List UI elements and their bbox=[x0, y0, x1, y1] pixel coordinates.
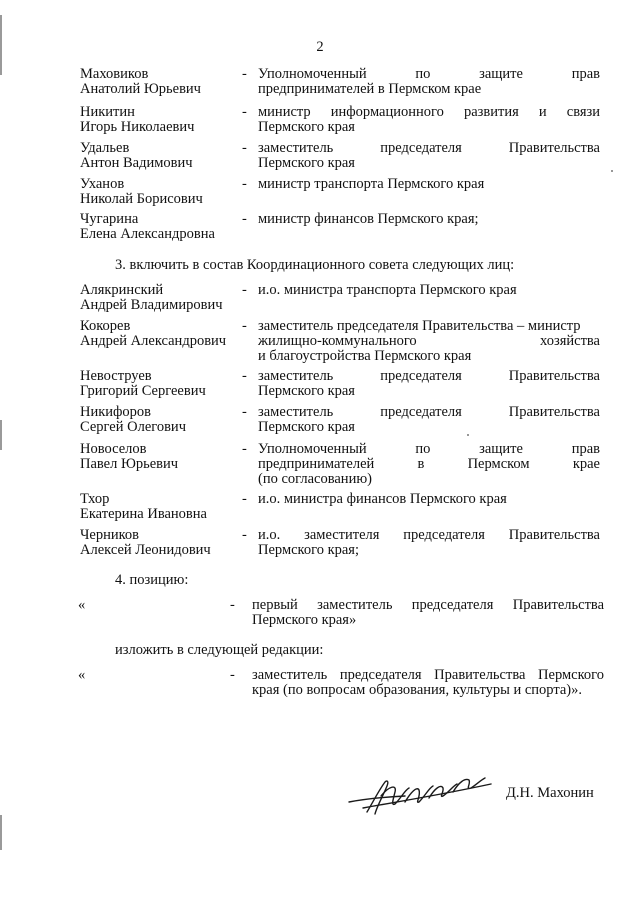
scan-speck bbox=[467, 434, 469, 436]
dash: - bbox=[242, 441, 247, 457]
given-name: Екатерина Ивановна bbox=[80, 506, 207, 522]
dash: - bbox=[242, 527, 247, 543]
surname: Удальев bbox=[80, 140, 130, 156]
dash: - bbox=[242, 176, 247, 192]
given-name: Григорий Сергеевич bbox=[80, 383, 206, 399]
dash: - bbox=[242, 368, 247, 384]
role-line: Пермского края bbox=[258, 119, 355, 135]
dash: - bbox=[242, 140, 247, 156]
role-line: заместитель председателя Правительства – министр bbox=[258, 318, 581, 334]
scan-margin-mark bbox=[0, 815, 2, 850]
dash: - bbox=[242, 282, 247, 298]
page-number: 2 bbox=[316, 39, 324, 55]
role-line: Уполномоченный по защите прав bbox=[258, 66, 600, 82]
role-line: предпринимателей в Пермском крае bbox=[258, 456, 600, 472]
role-line: заместитель председателя Правительства bbox=[258, 140, 600, 156]
role-line: (по согласованию) bbox=[258, 471, 372, 487]
surname: Тхор bbox=[80, 491, 110, 507]
dash: - bbox=[230, 597, 235, 613]
surname: Уханов bbox=[80, 176, 125, 192]
role-line: Пермского края bbox=[258, 419, 355, 435]
given-name: Алексей Леонидович bbox=[80, 542, 211, 558]
role-line: жилищно-коммунального хозяйства bbox=[258, 333, 600, 349]
given-name: Николай Борисович bbox=[80, 191, 203, 207]
dash: - bbox=[242, 104, 247, 120]
role-line: министр информационного развития и связи bbox=[258, 104, 600, 120]
dash: - bbox=[242, 211, 247, 227]
role-line: первый заместитель председателя Правительства bbox=[252, 597, 604, 613]
given-name: Игорь Николаевич bbox=[80, 119, 195, 135]
surname: Невоструев bbox=[80, 368, 152, 384]
surname: Кокорев bbox=[80, 318, 131, 334]
surname: Никитин bbox=[80, 104, 135, 120]
dash: - bbox=[242, 491, 247, 507]
role-line: министр транспорта Пермского края bbox=[258, 176, 485, 192]
dash: - bbox=[242, 404, 247, 420]
dash: - bbox=[242, 318, 247, 334]
edit-heading: изложить в следующей редакции: bbox=[115, 642, 324, 658]
surname: Черников bbox=[80, 527, 140, 543]
surname: Маховиков bbox=[80, 66, 149, 82]
dash: - bbox=[242, 66, 247, 82]
given-name: Антон Вадимович bbox=[80, 155, 193, 171]
surname: Новоселов bbox=[80, 441, 147, 457]
role-line: и.о. министра транспорта Пермского края bbox=[258, 282, 517, 298]
role-line: министр финансов Пермского края; bbox=[258, 211, 479, 227]
role-line: Уполномоченный по защите прав bbox=[258, 441, 600, 457]
handwritten-signature bbox=[345, 772, 495, 822]
given-name: Анатолий Юрьевич bbox=[80, 81, 201, 97]
role-line: Пермского края bbox=[258, 155, 355, 171]
role-line: предпринимателей в Пермском крае bbox=[258, 81, 482, 97]
section-4-heading: 4. позицию: bbox=[115, 572, 189, 588]
role-line: Пермского края bbox=[258, 383, 355, 399]
section-3-heading: 3. включить в состав Координационного совета следующих лиц: bbox=[115, 257, 515, 273]
signer-name: Д.Н. Махонин bbox=[506, 785, 594, 801]
dash: - bbox=[230, 667, 235, 683]
role-line: и благоустройства Пермского края bbox=[258, 348, 472, 364]
scan-margin-mark bbox=[0, 420, 2, 450]
scan-speck bbox=[611, 170, 613, 172]
role-line: края (по вопросам образования, культуры и спорта)». bbox=[252, 682, 582, 698]
role-line: заместитель председателя Правительства Пермского bbox=[252, 667, 604, 683]
given-name: Елена Александровна bbox=[80, 226, 215, 242]
role-line: Пермского края; bbox=[258, 542, 359, 558]
role-line: и.о. заместителя председателя Правительства bbox=[258, 527, 600, 543]
open-quote: « bbox=[78, 597, 86, 613]
role-line: Пермского края» bbox=[252, 612, 357, 628]
surname: Никифоров bbox=[80, 404, 152, 420]
given-name: Сергей Олегович bbox=[80, 419, 186, 435]
given-name: Андрей Александрович bbox=[80, 333, 227, 349]
scan-margin-mark bbox=[0, 15, 2, 75]
given-name: Павел Юрьевич bbox=[80, 456, 179, 472]
role-line: и.о. министра финансов Пермского края bbox=[258, 491, 507, 507]
role-line: заместитель председателя Правительства bbox=[258, 404, 600, 420]
role-line: заместитель председателя Правительства bbox=[258, 368, 600, 384]
open-quote: « bbox=[78, 667, 86, 683]
given-name: Андрей Владимирович bbox=[80, 297, 223, 313]
surname: Чугарина bbox=[80, 211, 139, 227]
surname: Алякринский bbox=[80, 282, 164, 298]
